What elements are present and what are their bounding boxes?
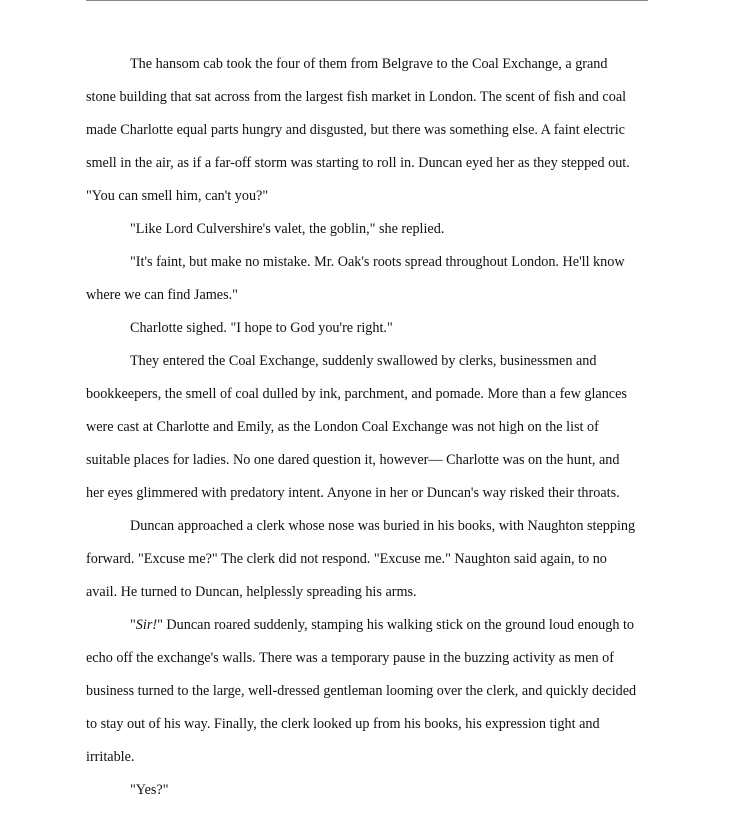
paragraph-5: [86, 345, 648, 510]
text-line: "Yes?": [130, 782, 169, 798]
text-line: suitable places for ladies. No one dared question it, however— Charlotte was on the hunt, and: [86, 452, 620, 468]
text-line: forward. "Excuse me?" The clerk did not respond. "Excuse me." Naughton said again, to no: [86, 551, 607, 567]
text-line: The hansom cab took the four of them from Belgrave to the Coal Exchange, a grand: [130, 56, 608, 72]
text-line: made Charlotte equal parts hungry and disgusted, but there was something else. A faint electric: [86, 122, 625, 138]
text-line: "Like Lord Culvershire's valet, the goblin," she replied.: [130, 221, 445, 237]
text-line: Duncan approached a clerk whose nose was buried in his books, with Naughton stepping: [130, 518, 636, 534]
text-line: stone building that sat across from the largest fish market in London. The scent of fish and coal: [86, 89, 627, 105]
text-line: smell in the air, as if a far-off storm was starting to roll in. Duncan eyed her as they stepped out.: [86, 155, 630, 171]
text-line: bookkeepers, the smell of coal dulled by ink, parchment, and pomade. More than a few glances: [86, 386, 627, 402]
paragraph-6: [86, 510, 648, 609]
paragraph-4: [86, 312, 648, 345]
text-line: "It's faint, but make no mistake. Mr. Oak's roots spread throughout London. He'll know: [130, 254, 625, 270]
text-line: her eyes glimmered with predatory intent. Anyone in her or Duncan's way risked their throats.: [86, 485, 620, 501]
text-line: echo off the exchange's walls. There was a temporary pause in the buzzing activity as men of: [86, 650, 614, 666]
text-line: irritable.: [86, 749, 135, 765]
page-top-border: [86, 0, 648, 1]
text-line: "You can smell him, can't you?": [86, 188, 269, 204]
text-line: They entered the Coal Exchange, suddenly swallowed by clerks, businessmen and: [130, 353, 597, 369]
paragraph-3: [86, 246, 648, 312]
text-line: [86, 609, 648, 642]
text-line: Charlotte sighed. "I hope to God you're right.": [130, 320, 393, 336]
italic-exclamation: Sir!: [135, 617, 158, 633]
text-line: business turned to the large, well-dressed gentleman looming over the clerk, and quickly decided: [86, 683, 637, 699]
text-line: where we can find James.": [86, 287, 238, 303]
line-rest: " Duncan roared suddenly, stamping his walking stick on the ground loud enough to: [157, 617, 635, 633]
document-body: [86, 48, 648, 807]
paragraph-7: [86, 609, 648, 774]
text-line: avail. He turned to Duncan, helplessly spreading his arms.: [86, 584, 417, 600]
paragraph-2: [86, 213, 648, 246]
text-line: were cast at Charlotte and Emily, as the London Coal Exchange was not high on the list of: [86, 419, 599, 435]
text-line: to stay out of his way. Finally, the clerk looked up from his books, his expression tight and: [86, 716, 600, 732]
open-quote: ": [130, 617, 136, 633]
paragraph-8: [86, 774, 648, 807]
paragraph-1: [86, 48, 648, 213]
